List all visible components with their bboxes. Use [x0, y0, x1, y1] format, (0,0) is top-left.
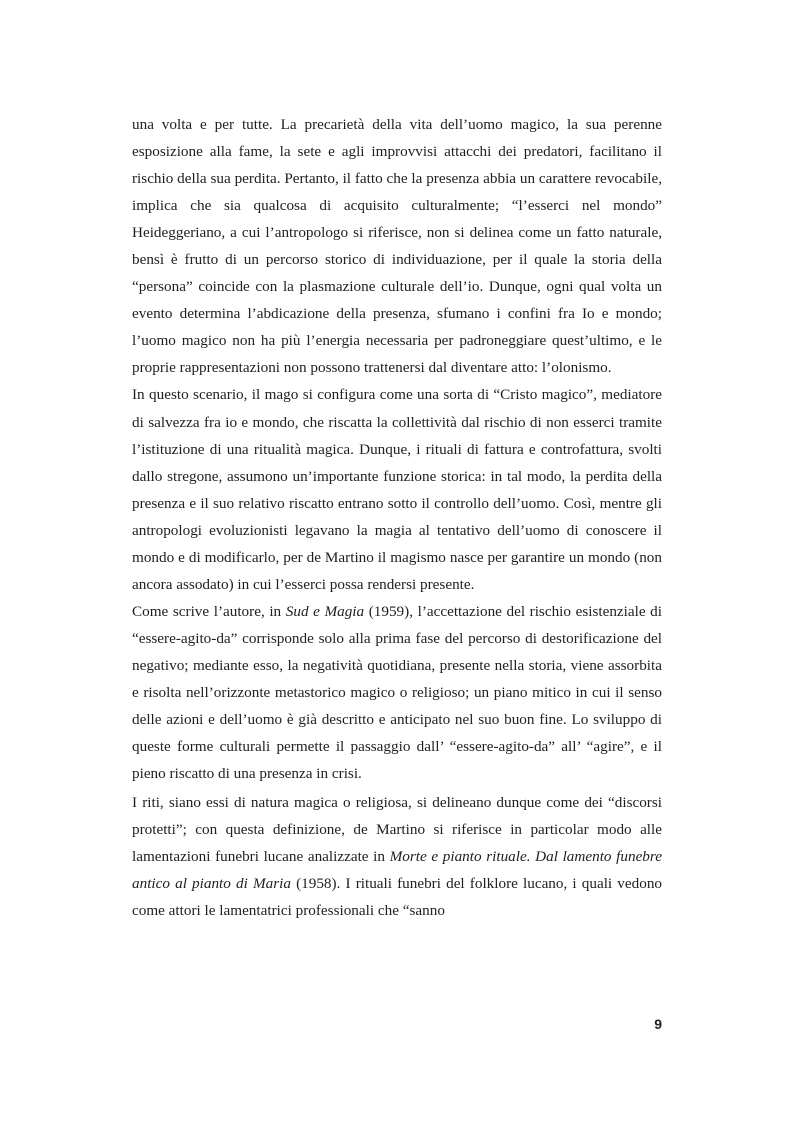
paragraph-3-text-b: (1959), l’accettazione del rischio esistenziale di “essere-agito-da” corrisponde solo alla prima fase del percorso di destorificazione del negativo; mediante esso, la negatività quotidiana, presente nella storia, viene assorbita e risolta nell’orizzonte metastorico magico o religioso; un piano mitico in cui il senso delle azioni e dell’uomo è già descritto e anticipato nel suo buon fine. Lo sviluppo di queste forme culturali permette il passaggio dall’ “essere-agito-da” all’ “agire”, e il pieno riscatto di una presenza in crisi.: [132, 602, 662, 783]
paragraph-4-text-b: (1958). I rituali funebri del folklore lucano, i quali vedono come attori le lamentatrici professionali che “sanno: [132, 875, 663, 920]
book-title-sud-e-magia: Sud e Magia: [285, 602, 365, 620]
paragraph-2: [132, 381, 662, 597]
paragraph-4-text-a: I riti, siano essi di natura magica o religiosa, si delineano dunque come dei “discorsi protetti”; con questa definizione, de Martino si riferisce in particolar modo alle lamentazioni funebri lucane analizzate in: [132, 794, 662, 866]
paragraph-1-text: una volta e per tutte. La precarietà della vita dell’uomo magico, la sua perenne esposizione alla fame, la sete e agli improvvisi attacchi dei predatori, facilitano il rischio della sua perdita. Pertanto, il fatto che la presenza abbia un carattere revocabile, implica che sia qualcosa di acquisito culturalmente; “l’esserci nel mondo” Heideggeriano, a cui l’antropologo si riferisce, non si delinea come un fatto naturale, bensì è frutto di un percorso storico di individuazione, per il quale la storia della “persona” coincide con la plasmazione culturale dell’io. Dunque, ogni qual volta un evento determina l’abdicazione della presenza, sfumano i confini fra Io e mondo; l’uomo magico non ha più l’energia necessaria per padroneggiare quest’ultimo, e le proprie rappresentazioni non possono trattenersi dal diventare atto: l’olonismo.: [132, 116, 662, 377]
paragraph-3-text-a: Come scrive l’autore, in: [132, 602, 286, 620]
paragraph-3: [132, 598, 662, 787]
book-title-morte-e-pianto-rituale: Morte e pianto rituale. Dal lamento funebre antico al pianto di Maria: [132, 848, 662, 893]
paragraph-1: [132, 111, 662, 381]
paragraph-4: [132, 789, 662, 924]
page-number: 9: [654, 1016, 662, 1032]
body-text: [132, 111, 662, 924]
paragraph-2-text: In questo scenario, il mago si configura come una sorta di “Cristo magico”, mediatore di salvezza fra io e mondo, che riscatta la collettività dal rischio di non esserci tramite l’istituzione di una ritualità magica. Dunque, i rituali di fattura e controfattura, svolti dallo stregone, assumono un’importante funzione storica: in tal modo, la perdita della presenza e il suo relativo riscatto entrano sotto il controllo dell’uomo. Così, mentre gli antropologi evoluzionisti legavano la magia al tentativo dell’uomo di conoscere il mondo e di modificarlo, per de Martino il magismo nasce per garantire un mondo (non ancora assodato) in cui l’esserci possa rendersi presente.: [132, 386, 662, 593]
